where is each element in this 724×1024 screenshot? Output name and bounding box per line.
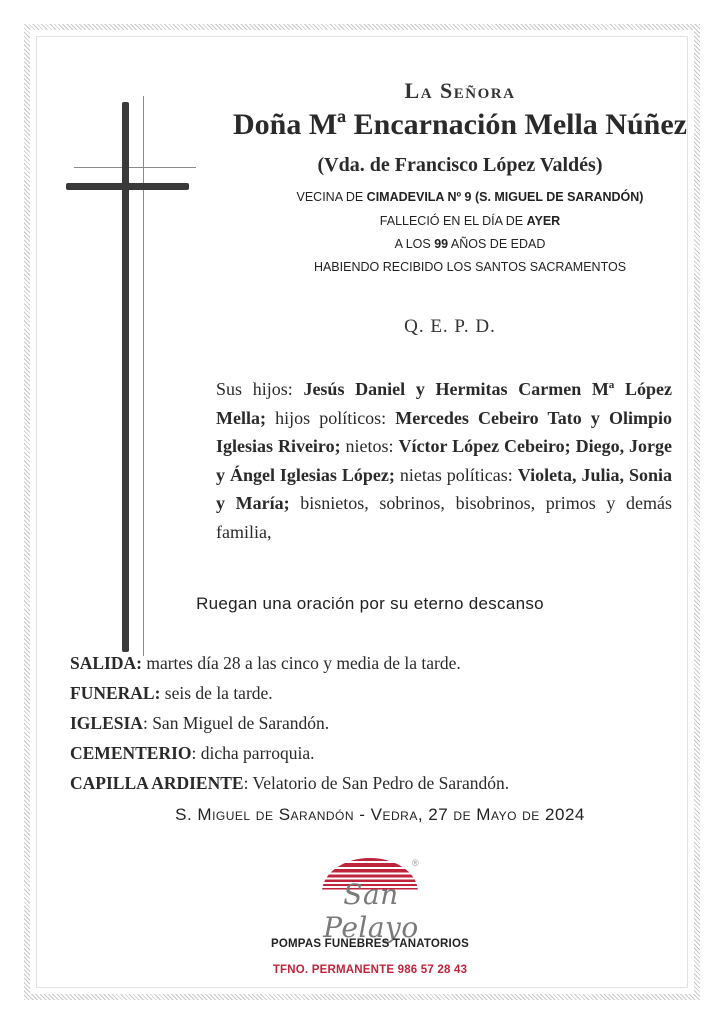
deceased-name: Doña Mª Encarnación Mella Núñez [233,108,687,141]
honorific-title: La Señora [404,78,516,103]
family-text: Sus hijos: [216,379,304,399]
death-line: FALLECIÓ EN EL DÍA DE AYER [379,214,561,228]
detail-value: martes día 28 a las cinco y media de la tarde. [141,653,461,673]
widow-of: (Vda. de Francisco López Valdés) [317,154,603,176]
family-text: nietos: [340,436,399,456]
family-names: Jesús Daniel y Hermitas Carmen Mª López Mella; [216,379,672,428]
sacraments-line: HABIENDO RECIBIDO LOS SANTOS SACRAMENTOS [313,260,627,274]
family-paragraph [216,375,672,546]
phone-line: TFNO. PERMANENTE 986 57 28 43 [272,964,468,976]
detail-row [70,772,670,802]
detail-row [70,652,670,682]
detail-value: : San Miguel de Sarandón. [142,713,330,733]
family-names: Mercedes Cebeiro Tato y Olimpio Iglesias Riveiro; [216,407,673,456]
detail-value: : Velatorio de San Pedro de Sarandón. [243,773,510,793]
detail-label: FUNERAL: [70,683,161,703]
detail-label: CEMENTERIO [70,743,192,763]
family-names: Violeta, Julia, Sonia y María; [216,464,672,513]
place-date-line: S. Miguel de Sarandón - Vedra, 27 de Mayo de 2024 [175,805,585,824]
company-services: POMPAS FUNEBRES TANATORIOS [271,938,469,950]
detail-row [70,712,670,742]
qepd: Q. E. P. D. [404,316,496,337]
family-names: Víctor López Cebeiro; Diego, Jorge y Ángel Iglesias López; [216,436,673,485]
service-details [70,652,670,802]
resident-line: VECINA DE CIMADEVILA Nº 9 (S. MIGUEL DE SARANDÓN) [296,190,644,204]
age-line: A LOS 99 AÑOS DE EDAD [394,237,546,251]
prayer-request: Ruegan una oración por su eterno descanso [196,594,544,613]
family-text: bisnietos, sobrinos, bisobrinos, primos y demás familia, [216,493,672,542]
company-logo-text: San Pelayo [323,878,419,944]
detail-row [70,742,670,772]
detail-value: : dicha parroquia. [191,743,315,763]
detail-value: seis de la tarde. [160,683,273,703]
family-text: nietas políticas: [394,464,518,485]
detail-label: CAPILLA ARDIENTE [70,773,244,793]
family-text: hijos políticos: [265,407,396,428]
detail-label: SALIDA: [70,653,142,673]
detail-label: IGLESIA [70,713,143,733]
registered-mark: ® [412,858,419,868]
detail-row [70,682,670,712]
